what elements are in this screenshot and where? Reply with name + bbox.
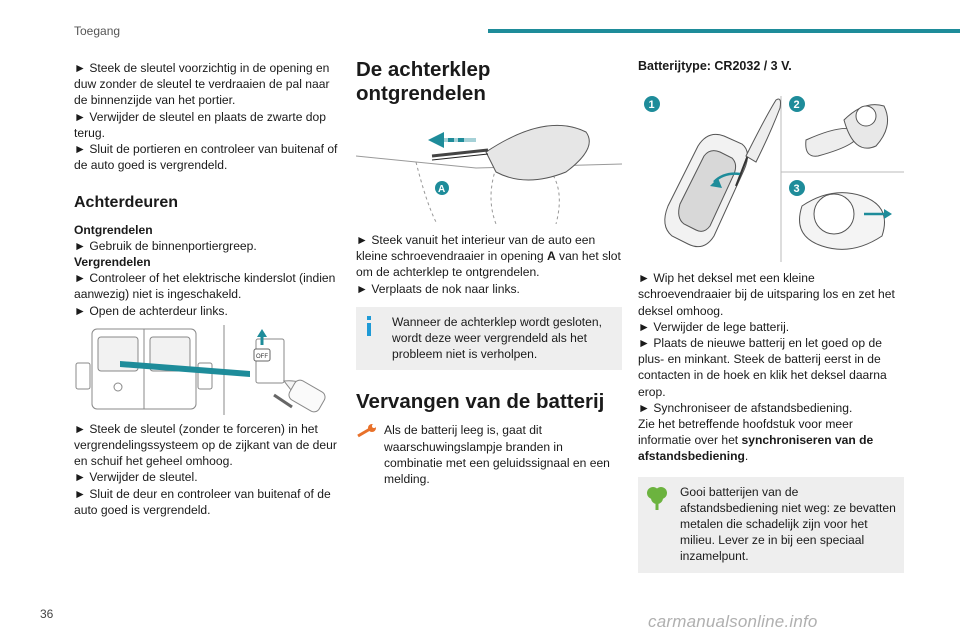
- figure-label-a: A: [438, 184, 446, 195]
- battery-type: Batterijtype: CR2032 / 3 V.: [638, 59, 792, 73]
- eco-note: Gooi batterijen van de afstandsbediening niet weg: ze bevatten metalen die schadelijk zijn voor het milieu. Lever ze in bij een speciaal inzamelpunt.: [638, 477, 904, 573]
- unlock-label: Ontgrendelen: [74, 222, 153, 237]
- after-step-1: ► Steek de sleutel (zonder te forceren) in het vergrendelingssysteem op de zijkant van de deur en schuif het geheel omhoog.: [74, 421, 337, 469]
- battery-step-3: ► Plaats de nieuwe batterij en let goed op de plus- en minkant. Steek de batterij eerst in de contacten in de hoek en klik het deksel daarna erop.: [638, 336, 887, 399]
- figure-number-1: 1: [648, 99, 655, 112]
- battery-step-2: ► Verwijder de lege batterij.: [638, 319, 790, 334]
- rear-door-illustration: [74, 325, 342, 415]
- battery-illustration: [638, 86, 904, 262]
- tailgate-step-1: ► Steek vanuit het interieur van de auto een kleine schroevendraaier in opening A van het slot om de achterklep te ontgrendelen.: [356, 233, 621, 280]
- figure-number-3: 3: [793, 183, 800, 196]
- battery-step-1: ► Wip het deksel met een kleine schroevendraaier bij de uitsparing los en zet het deksel omhoog.: [638, 271, 895, 318]
- intro-step-3: ► Sluit de portieren en controleer van buitenaf of de auto goed is vergrendeld.: [74, 142, 338, 173]
- info-icon: [364, 316, 374, 336]
- lock-step-1: ► Controleer of het elektrische kinderslot (indien aanwezig) niet is ingeschakeld.: [74, 271, 336, 302]
- off-label: OFF: [256, 353, 268, 360]
- battery-step-4: ► Synchroniseer de afstandsbediening.: [638, 400, 853, 415]
- wrench-warning-icon: [356, 424, 378, 440]
- running-title: Toegang: [74, 24, 121, 38]
- unlock-step: ► Gebruik de binnenportiergreep.: [74, 238, 257, 253]
- lock-step-2: ► Open de achterdeur links.: [74, 303, 228, 318]
- column-middle: [356, 58, 622, 487]
- section-heading-tailgate: De achterklep ontgrendelen: [356, 58, 491, 105]
- header-accent-bar: [488, 29, 960, 33]
- after-step-3: ► Sluit de deur en controleer van buitenaf of de auto goed is vergrendeld.: [74, 486, 331, 517]
- info-note: Wanneer de achterklep wordt gesloten, wordt deze weer vergrendeld als het probleem niet is verholpen.: [356, 307, 622, 371]
- after-step-2: ► Verwijder de sleutel.: [74, 470, 198, 485]
- tailgate-step-2: ► Verplaats de nok naar links.: [356, 281, 520, 296]
- column-left: [74, 60, 342, 518]
- warning-paragraph: Als de batterij leeg is, gaat dit waarschuwingslampje branden in combinatie met een geluidssignaal en een melding.: [356, 422, 622, 487]
- column-right: [638, 58, 904, 573]
- reference-text: Zie het betreffende hoofdstuk voor meer informatie over het synchroniseren van de afstandsbediening.: [638, 417, 874, 464]
- lock-label: Vergrendelen: [74, 255, 151, 270]
- section-heading-rear-doors: Achterdeuren: [74, 194, 179, 212]
- watermark: carmanualsonline.info: [648, 612, 818, 631]
- intro-step-2: ► Verwijder de sleutel en plaats de zwarte dop terug.: [74, 109, 326, 140]
- figure-number-2: 2: [793, 99, 800, 112]
- tailgate-illustration: [356, 116, 622, 224]
- intro-step-1: ► Steek de sleutel voorzichtig in de opening en duw zonder de sleutel te verdraaien de pal naar de binnenzijde van het portier.: [74, 61, 330, 108]
- page-number: 36: [40, 607, 54, 621]
- section-heading-battery: Vervangen van de batterij: [356, 390, 605, 414]
- recycling-tree-icon: [646, 485, 668, 511]
